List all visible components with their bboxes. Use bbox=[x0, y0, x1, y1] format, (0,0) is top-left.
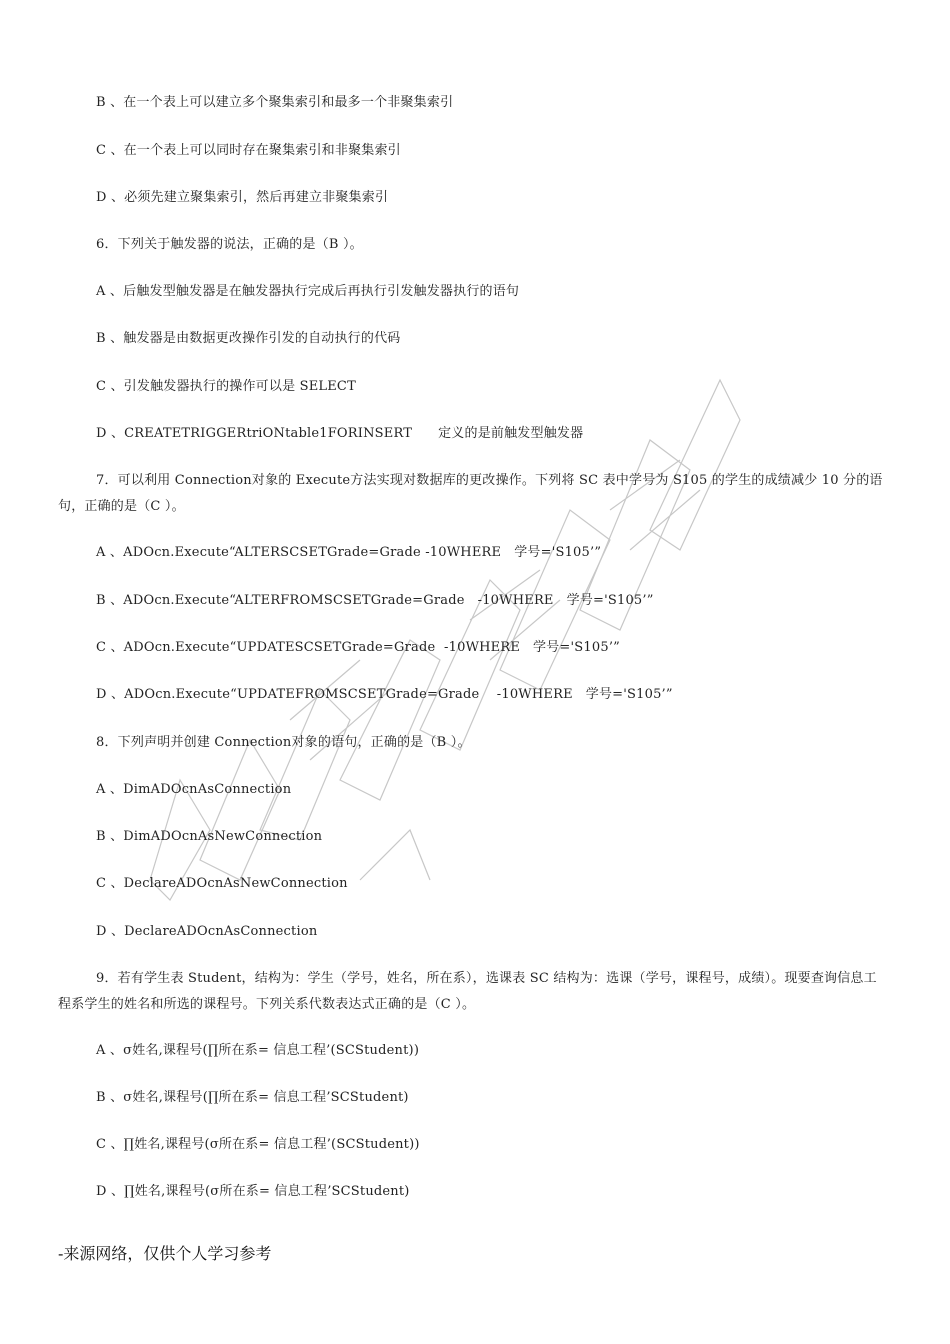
option-text: A 、DimADOcnAsConnection bbox=[96, 782, 292, 797]
page-footer: -来源网络，仅供个人学习参考 bbox=[58, 1244, 272, 1263]
question-text: 6．下列关于触发器的说法，正确的是（B ）。 bbox=[96, 237, 363, 252]
option-text: B 、在一个表上可以建立多个聚集索引和最多一个非聚集索引 bbox=[96, 95, 454, 110]
option-text: A 、后触发型触发器是在触发器执行完成后再执行引发触发器执行的语句 bbox=[96, 284, 520, 299]
option-text: D 、CREATETRIGGERtriONtable1FORINSERT 定义的是前触发型触发器 bbox=[96, 426, 584, 441]
option-text: B 、触发器是由数据更改操作引发的自动执行的代码 bbox=[96, 331, 401, 346]
option-text: D 、必须先建立聚集索引，然后再建立非聚集索引 bbox=[96, 190, 389, 205]
option-text: A 、σ姓名,课程号(∏所在系= 信息工程’(SCStudent)) bbox=[96, 1043, 420, 1058]
option-text: C 、ADOcn.Execute“UPDATESCSETGrade=Grade -10WHERE 学号='S105’” bbox=[96, 640, 620, 655]
option-text: C 、引发触发器执行的操作可以是 SELECT bbox=[96, 379, 356, 394]
option-text: D 、∏姓名,课程号(σ所在系= 信息工程’SCStudent) bbox=[96, 1184, 410, 1199]
option-text: C 、∏姓名,课程号(σ所在系= 信息工程’(SCStudent)) bbox=[96, 1137, 420, 1152]
question-text: 9．若有学生表 Student，结构为：学生（学号，姓名，所在系），选课表 SC 结构为：选课（学号，课程号，成绩）。现要查询信息工程系学生的姓名和所选的课程号。下列关系代数表达式正确的是（C ）。 bbox=[58, 971, 877, 1012]
option-text: A 、ADOcn.Execute“ALTERSCSETGrade=Grade -10WHERE 学号='S105’” bbox=[96, 545, 602, 560]
option-text: C 、DeclareADOcnAsNewConnection bbox=[96, 876, 348, 891]
question-text: 7．可以利用 Connection对象的 Execute方法实现对数据库的更改操作。下列将 SC 表中学号为 S105 的学生的成绩减少 10 分的语句，正确的是（C ）。 bbox=[58, 473, 883, 514]
question-text: 8．下列声明并创建 Connection对象的语句，正确的是（B ）。 bbox=[96, 735, 471, 750]
option-text: B 、σ姓名,课程号(∏所在系= 信息工程’SCStudent) bbox=[96, 1090, 409, 1105]
option-text: B 、DimADOcnAsNewConnection bbox=[96, 829, 323, 844]
option-text: B 、ADOcn.Execute“ALTERFROMSCSETGrade=Grade -10WHERE 学号='S105’” bbox=[96, 593, 654, 608]
option-text: C 、在一个表上可以同时存在聚集索引和非聚集索引 bbox=[96, 143, 401, 158]
option-text: D 、ADOcn.Execute“UPDATEFROMSCSETGrade=Grade -10WHERE 学号='S105’” bbox=[96, 687, 673, 702]
option-text: D 、DeclareADOcnAsConnection bbox=[96, 924, 318, 939]
